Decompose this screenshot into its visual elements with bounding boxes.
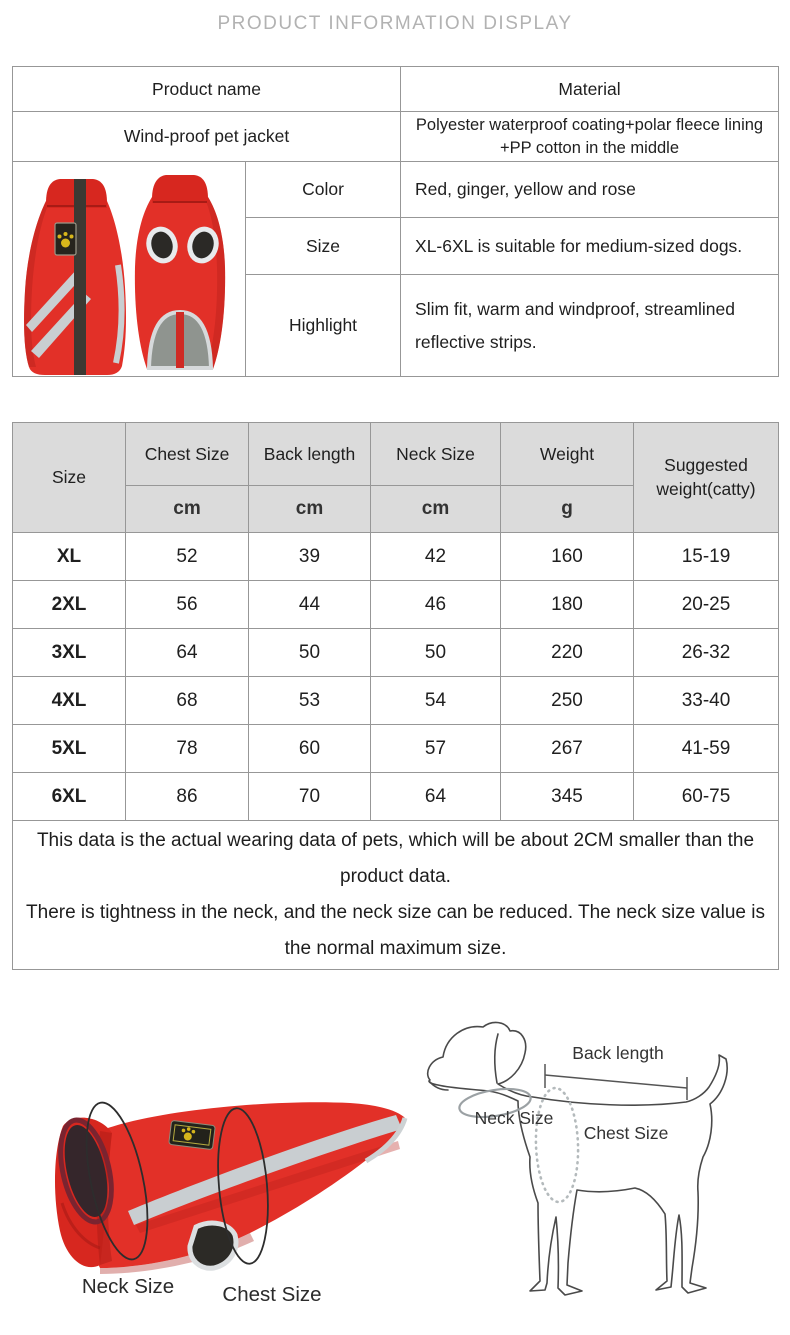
chest-value: 56 [126,581,249,629]
size-label: 3XL [13,629,126,677]
back-length-value: 53 [249,677,371,725]
chest-value: 68 [126,677,249,725]
suggested-weight-value: 60-75 [634,773,779,821]
product-name-value: Wind-proof pet jacket [13,112,401,162]
back-length-value: 70 [249,773,371,821]
size-row-5xl [13,725,779,773]
spec-value-size: XL-6XL is suitable for medium-sized dogs. [401,218,779,275]
size-label: 6XL [13,773,126,821]
neck-value: 64 [371,773,501,821]
column-header-suggested-weight: Suggested weight(catty) [634,423,779,533]
size-label: XL [13,533,126,581]
note-line-1: This data is the actual wearing data of pets, which will be about 2CM smaller than the product data. [36,830,755,888]
neck-value: 50 [371,629,501,677]
jacket-back-view [135,175,225,369]
unit-chest: cm [126,486,249,533]
chest-value: 64 [126,629,249,677]
neck-value: 57 [371,725,501,773]
size-label: 4XL [13,677,126,725]
back-length-value: 39 [249,533,371,581]
jacket-front-view [24,179,126,375]
jacket-side-view [52,1098,405,1275]
size-chart-notes-row [13,821,779,970]
product-name-header: Product name [13,67,401,112]
jacket-chest-size-label: Chest Size [222,1283,322,1307]
size-chart-header-row [13,423,779,486]
jacket-neck-size-label: Neck Size [81,1275,175,1299]
back-length-value: 44 [249,581,371,629]
chest-value: 52 [126,533,249,581]
chest-value: 78 [126,725,249,773]
page-title: PRODUCT INFORMATION DISPLAY [217,13,573,34]
spec-label-color: Color [246,162,401,218]
spec-value-highlight: Slim fit, warm and windproof, streamlined reflective strips. [401,275,779,377]
spec-label-size: Size [246,218,401,275]
weight-value: 267 [501,725,634,773]
column-header-back-length: Back length [249,423,371,486]
info-header-row [13,67,779,112]
column-header-chest: Chest Size [126,423,249,486]
neck-value: 42 [371,533,501,581]
suggested-weight-value: 26-32 [634,629,779,677]
product-photo-image [13,173,246,376]
size-row-2xl [13,581,779,629]
spec-row-color [13,162,779,218]
size-row-6xl [13,773,779,821]
size-chart-table [12,422,779,970]
product-photo [13,162,246,377]
brand-label-patch [169,1121,216,1150]
column-header-weight: Weight [501,423,634,486]
chest-value: 86 [126,773,249,821]
size-label: 2XL [13,581,126,629]
dog-neck-size-label: Neck Size [474,1108,554,1129]
spec-label-highlight: Highlight [246,275,401,377]
suggested-weight-value: 41-59 [634,725,779,773]
suggested-weight-value: 20-25 [634,581,779,629]
weight-value: 160 [501,533,634,581]
dog-back-length-label: Back length [572,1043,664,1064]
product-info-table [12,66,779,377]
material-value: Polyester waterproof coating+polar fleece lining +PP cotton in the middle [401,112,779,162]
suggested-weight-value: 33-40 [634,677,779,725]
dog-chest-ring [534,1088,580,1203]
jacket-measurement-image [0,1053,420,1315]
weight-value: 180 [501,581,634,629]
back-length-value: 50 [249,629,371,677]
neck-value: 46 [371,581,501,629]
material-header: Material [401,67,779,112]
suggested-weight-value: 15-19 [634,533,779,581]
size-label: 5XL [13,725,126,773]
unit-back-length: cm [249,486,371,533]
note-line-2: There is tightness in the neck, and the neck size can be reduced. The neck size value is the normal maximum size. [26,902,765,960]
neck-value: 54 [371,677,501,725]
weight-value: 250 [501,677,634,725]
back-length-measure-line [545,1064,687,1100]
brand-label-patch [55,223,76,255]
unit-weight: g [501,486,634,533]
weight-value: 220 [501,629,634,677]
size-row-3xl [13,629,779,677]
measurement-section [0,996,790,1335]
dog-chest-size-label: Chest Size [583,1123,669,1144]
info-value-row [13,112,779,162]
weight-value: 345 [501,773,634,821]
unit-neck: cm [371,486,501,533]
dog-outline [428,1023,727,1296]
dog-measurement-diagram [398,996,790,1333]
size-row-xl [13,533,779,581]
size-chart-notes [13,821,779,970]
back-length-value: 60 [249,725,371,773]
column-header-size: Size [13,423,126,533]
size-row-4xl [13,677,779,725]
spec-value-color: Red, ginger, yellow and rose [401,162,779,218]
column-header-neck: Neck Size [371,423,501,486]
